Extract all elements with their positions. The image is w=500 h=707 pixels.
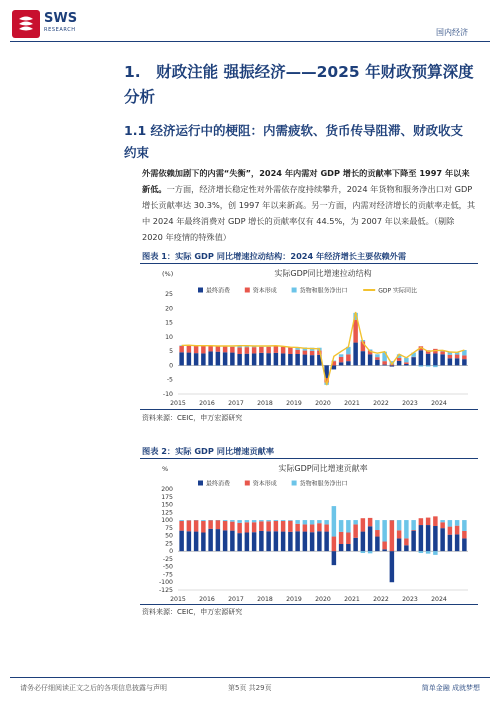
y-tick-label: -5 [166, 376, 173, 384]
bar-segment [397, 520, 401, 530]
bar-segment [208, 529, 212, 551]
bar-segment [274, 531, 278, 551]
bar-segment [208, 520, 212, 529]
bar-segment [397, 358, 401, 361]
bar-segment [252, 522, 256, 532]
figure2-bottom-rule [140, 604, 478, 605]
legend-label: 资本形成 [252, 287, 277, 295]
bar-segment [216, 352, 220, 366]
x-tick-label: 2023 [402, 596, 418, 603]
bar-segment [274, 346, 278, 353]
y-tick-label: 0 [169, 548, 173, 556]
bar-segment [252, 347, 256, 353]
bar-segment [382, 361, 386, 364]
x-tick-label: 2019 [286, 596, 302, 603]
bar-segment [368, 518, 372, 526]
bar-segment [216, 520, 220, 529]
bar-segment [426, 551, 430, 553]
bar-segment [288, 347, 292, 354]
bar-segment [295, 520, 299, 524]
bar-segment [324, 532, 328, 552]
bar-segment [324, 520, 328, 524]
y-tick-label: -125 [158, 587, 173, 594]
bar-segment [194, 532, 198, 552]
section-heading: 1. 财政注能 强振经济——2025 年财政预算深度分析 [124, 63, 474, 106]
y-tick-label: 150 [161, 501, 173, 509]
bar-segment [288, 354, 292, 365]
legend-swatch [245, 288, 250, 293]
bar-segment [310, 524, 314, 532]
bar-segment [375, 354, 379, 357]
bar-segment [433, 365, 437, 367]
bar-segment [288, 532, 292, 551]
legend-swatch [292, 288, 297, 293]
bar-segment [303, 355, 307, 366]
bar-segment [274, 520, 278, 521]
bar-segment [448, 535, 452, 551]
bar-segment [404, 538, 408, 545]
bar-segment [455, 526, 459, 535]
bar-segment [208, 351, 212, 365]
logo-subtext: RESEARCH [44, 27, 76, 33]
body-paragraph [142, 165, 477, 245]
bar-segment [194, 520, 198, 531]
bar-segment [353, 520, 357, 524]
bar-segment [237, 523, 241, 533]
bar-segment [288, 521, 292, 532]
x-tick-label: 2019 [286, 400, 302, 407]
bar-segment [303, 524, 307, 531]
bar-segment [245, 347, 249, 354]
bar-segment [295, 350, 299, 354]
bar-segment [448, 355, 452, 358]
x-tick-label: 2018 [257, 400, 273, 407]
bar-segment [332, 537, 336, 552]
bar-segment [281, 521, 285, 532]
bar-segment [397, 530, 401, 538]
bar-segment [245, 533, 249, 552]
bar-segment [230, 522, 234, 531]
y-tick-label: 0 [169, 362, 173, 370]
chart-title: 实际GDP同比增速贡献率 [278, 464, 368, 473]
bar-segment [339, 354, 343, 357]
bar-segment [346, 354, 350, 361]
legend-label: 最终消费 [206, 480, 231, 488]
paragraph-body: 一方面，经济增长稳定性对外需依存度持续攀升，2024 年货物和服务净出口对 GDP 增长贡献率达 30.3%，创 1997 年以来新高。另一方面，内需对经济增长的贡献率走低，其中 2024 年最终消费对 GDP 增长的贡献率仅有 44.5%，为 2007 年以来最低。（剔除 2020 年疫情的特殊值） [142, 184, 476, 242]
bar-segment [295, 531, 299, 551]
bar-segment [266, 520, 270, 521]
y-axis-unit: % [162, 465, 169, 473]
bar-segment [332, 506, 336, 536]
bar-segment [259, 531, 263, 551]
bar-segment [303, 351, 307, 355]
footer-divider [10, 677, 490, 678]
bar-segment [201, 353, 205, 365]
bar-segment [281, 520, 285, 521]
logo-text: SWS [44, 11, 78, 26]
footer-disclaimer: 请务必仔细阅读正文之后的各项信息披露与声明 [20, 684, 167, 692]
legend-swatch [198, 288, 203, 293]
bar-segment [426, 354, 430, 366]
legend-label: 货物和服务净出口 [299, 480, 348, 488]
bar-segment [419, 365, 423, 366]
bar-segment [339, 357, 343, 362]
bar-segment [317, 520, 321, 523]
figure1-source: 资料来源：CEIC，申万宏源研究 [142, 414, 243, 422]
bar-segment [404, 364, 408, 365]
bar-segment [411, 520, 415, 530]
y-tick-label: 75 [165, 524, 173, 532]
bar-segment [462, 355, 466, 359]
header-divider [10, 41, 490, 42]
bar-segment [426, 365, 430, 366]
bar-segment [245, 354, 249, 366]
bar-segment [223, 352, 227, 365]
bar-segment [433, 551, 437, 555]
bar-segment [375, 530, 379, 537]
bar-segment [223, 347, 227, 353]
bar-segment [382, 542, 386, 550]
bar-segment [310, 532, 314, 551]
bar-segment [382, 549, 386, 551]
x-tick-label: 2022 [373, 596, 389, 603]
bar-segment [223, 530, 227, 551]
bar-segment [390, 520, 394, 551]
figure2-chart [140, 459, 480, 604]
bar-segment [187, 531, 191, 551]
bar-segment [187, 353, 191, 366]
chart-title: 实际GDP同比增速拉动结构 [274, 269, 372, 278]
bar-segment [201, 521, 205, 532]
bar-segment [237, 347, 241, 354]
bar-segment [208, 346, 212, 351]
bar-segment [317, 523, 321, 531]
bar-segment [375, 360, 379, 366]
y-tick-label: 10 [165, 333, 173, 341]
x-tick-label: 2017 [228, 400, 244, 407]
x-tick-label: 2020 [315, 400, 331, 407]
bar-segment [259, 353, 263, 366]
x-tick-label: 2015 [170, 596, 186, 603]
page-header [0, 0, 500, 52]
bar-segment [179, 531, 183, 552]
x-tick-label: 2024 [431, 400, 447, 407]
legend-label: 最终消费 [206, 287, 231, 295]
bar-segment [216, 346, 220, 352]
x-tick-label: 2016 [199, 400, 215, 407]
bar-segment [462, 359, 466, 365]
x-tick-label: 2024 [431, 596, 447, 603]
y-tick-label: -75 [162, 571, 173, 579]
bar-segment [252, 353, 256, 365]
paragraph-lead: 外需依赖加剧下的内需“失衡”，2024 年内需对 GDP 增长的贡献率下降至 1997 年以来新低。 [142, 168, 470, 194]
bar-segment [346, 520, 350, 532]
y-tick-label: 125 [161, 509, 173, 517]
bar-segment [259, 347, 263, 353]
bar-segment [448, 527, 452, 535]
bar-segment [404, 520, 408, 538]
bar-segment [353, 343, 357, 366]
bar-segment [310, 351, 314, 355]
bar-segment [281, 353, 285, 365]
bar-segment [426, 525, 430, 551]
bar-segment [455, 358, 459, 365]
bar-segment [201, 533, 205, 552]
y-tick-label: -50 [162, 563, 173, 571]
bar-segment [390, 551, 394, 582]
bar-segment [230, 347, 234, 353]
figure1-bottom-rule [140, 409, 478, 410]
figure1-chart [140, 264, 480, 408]
bar-segment [223, 520, 227, 521]
bar-segment [368, 551, 372, 553]
bar-segment [259, 521, 263, 531]
bar-segment [426, 518, 430, 525]
y-tick-label: 200 [161, 486, 173, 493]
bar-segment [368, 354, 372, 365]
bar-segment [361, 518, 365, 531]
bar-segment [382, 520, 386, 541]
bar-segment [382, 365, 386, 366]
bar-segment [440, 520, 444, 522]
bar-segment [448, 520, 452, 527]
bar-segment [455, 520, 459, 526]
bar-segment [194, 346, 198, 353]
y-tick-label: 175 [161, 493, 173, 501]
legend-label: 资本形成 [252, 480, 277, 488]
bar-segment [245, 522, 249, 532]
footer-slogan: 简单金融 成就梦想 [421, 684, 480, 692]
bar-segment [266, 347, 270, 353]
bar-segment [274, 521, 278, 531]
bar-segment [339, 362, 343, 365]
bar-segment [353, 320, 357, 343]
page-number: 第5页 共29页 [228, 684, 272, 692]
bar-segment [317, 531, 321, 551]
y-tick-label: -25 [162, 555, 173, 563]
x-tick-label: 2015 [170, 400, 186, 407]
bar-segment [281, 532, 285, 552]
y-tick-label: 5 [169, 348, 173, 356]
bar-segment [237, 354, 241, 365]
bar-segment [375, 357, 379, 360]
bar-segment [404, 362, 408, 364]
bar-segment [339, 520, 343, 532]
bar-segment [187, 520, 191, 531]
y-tick-label: -100 [158, 579, 173, 587]
bar-segment [230, 520, 234, 522]
bar-segment [187, 345, 191, 352]
bar-segment [462, 531, 466, 538]
bar-segment [295, 354, 299, 365]
bar-segment [368, 526, 372, 551]
figure2-source: 资料来源：CEIC，申万宏源研究 [142, 608, 243, 616]
bar-segment [361, 532, 365, 552]
bar-segment [230, 353, 234, 366]
bar-segment [361, 351, 365, 365]
bar-segment [411, 530, 415, 531]
bar-segment [440, 528, 444, 551]
figure1-title: 图表 1：实际 GDP 同比增速拉动结构：2024 年经济增长主要依赖外需 [142, 251, 407, 261]
bar-segment [375, 520, 379, 530]
bar-segment [266, 531, 270, 551]
bar-segment [361, 551, 365, 553]
bar-segment [375, 537, 379, 552]
bar-segment [397, 361, 401, 366]
bar-segment [462, 538, 466, 551]
bar-segment [245, 520, 249, 522]
y-tick-label: 20 [165, 305, 173, 313]
bar-segment [411, 531, 415, 552]
x-tick-label: 2022 [373, 400, 389, 407]
bar-segment [332, 365, 336, 369]
bar-segment [419, 525, 423, 551]
bar-segment [179, 520, 183, 521]
bar-segment [419, 518, 423, 525]
x-tick-label: 2021 [344, 596, 360, 603]
x-tick-label: 2018 [257, 596, 273, 603]
bar-segment [223, 521, 227, 530]
x-tick-label: 2017 [228, 596, 244, 603]
bar-segment [404, 545, 408, 551]
bar-segment [433, 353, 437, 365]
bar-segment [266, 353, 270, 365]
subsection-heading: 1.1 经济运行中的梗阻：内需疲软、货币传导阻滞、财政收支约束 [124, 123, 463, 160]
section-tag: 国内经济 [436, 28, 468, 37]
x-tick-label: 2021 [344, 400, 360, 407]
legend-label: 货物和服务净出口 [299, 287, 348, 295]
legend-swatch [292, 481, 297, 486]
bar-segment [179, 346, 183, 352]
bar-segment [419, 350, 423, 365]
bar-segment [216, 529, 220, 551]
x-tick-label: 2020 [315, 596, 331, 603]
bar-segment [346, 544, 350, 551]
bar-segment [201, 520, 205, 521]
y-tick-label: -10 [162, 391, 173, 398]
legend-swatch [198, 481, 203, 486]
figure2-title: 图表 2：实际 GDP 同比增速贡献率 [142, 446, 275, 456]
legend-label: GDP 实际同比 [378, 287, 417, 295]
y-axis-unit: (%) [162, 270, 174, 278]
y-tick-label: 25 [165, 540, 173, 548]
bar-segment [346, 361, 350, 365]
y-tick-label: 100 [161, 517, 173, 525]
bar-segment [448, 358, 452, 365]
bar-segment [455, 534, 459, 551]
bar-segment [295, 524, 299, 531]
bar-segment [266, 521, 270, 531]
bar-segment [310, 355, 314, 365]
bar-segment [397, 538, 401, 551]
bar-segment [259, 520, 263, 521]
bar-segment [440, 354, 444, 365]
bar-segment [281, 347, 285, 354]
bar-segment [353, 524, 357, 537]
bar-segment [194, 353, 198, 365]
legend-swatch [245, 481, 250, 486]
bar-segment [433, 516, 437, 526]
bar-segment [455, 355, 459, 359]
bar-segment [339, 544, 343, 551]
bar-segment [411, 357, 415, 365]
bar-segment [419, 551, 423, 553]
x-tick-label: 2016 [199, 596, 215, 603]
bar-segment [440, 522, 444, 528]
bar-segment [332, 551, 336, 565]
sws-logo-icon [12, 10, 40, 38]
bar-segment [230, 531, 234, 552]
y-tick-label: 15 [165, 319, 173, 327]
bar-segment [179, 352, 183, 365]
bar-segment [237, 520, 241, 523]
bar-segment [303, 532, 307, 552]
bar-segment [179, 521, 183, 531]
bar-segment [303, 520, 307, 524]
bar-segment [237, 533, 241, 551]
bar-segment [274, 353, 278, 366]
y-tick-label: 25 [165, 291, 173, 298]
bar-segment [310, 520, 314, 524]
bar-segment [201, 346, 205, 353]
y-tick-label: 50 [165, 532, 173, 540]
bar-segment [339, 532, 343, 544]
bar-segment [288, 520, 292, 521]
bar-segment [433, 526, 437, 551]
bar-segment [346, 533, 350, 544]
bar-segment [353, 538, 357, 551]
bar-segment [462, 520, 466, 531]
x-tick-label: 2023 [402, 400, 418, 407]
bar-segment [252, 520, 256, 522]
bar-segment [252, 532, 256, 551]
bar-segment [390, 365, 394, 366]
bar-segment [440, 351, 444, 354]
bar-segment [324, 524, 328, 531]
